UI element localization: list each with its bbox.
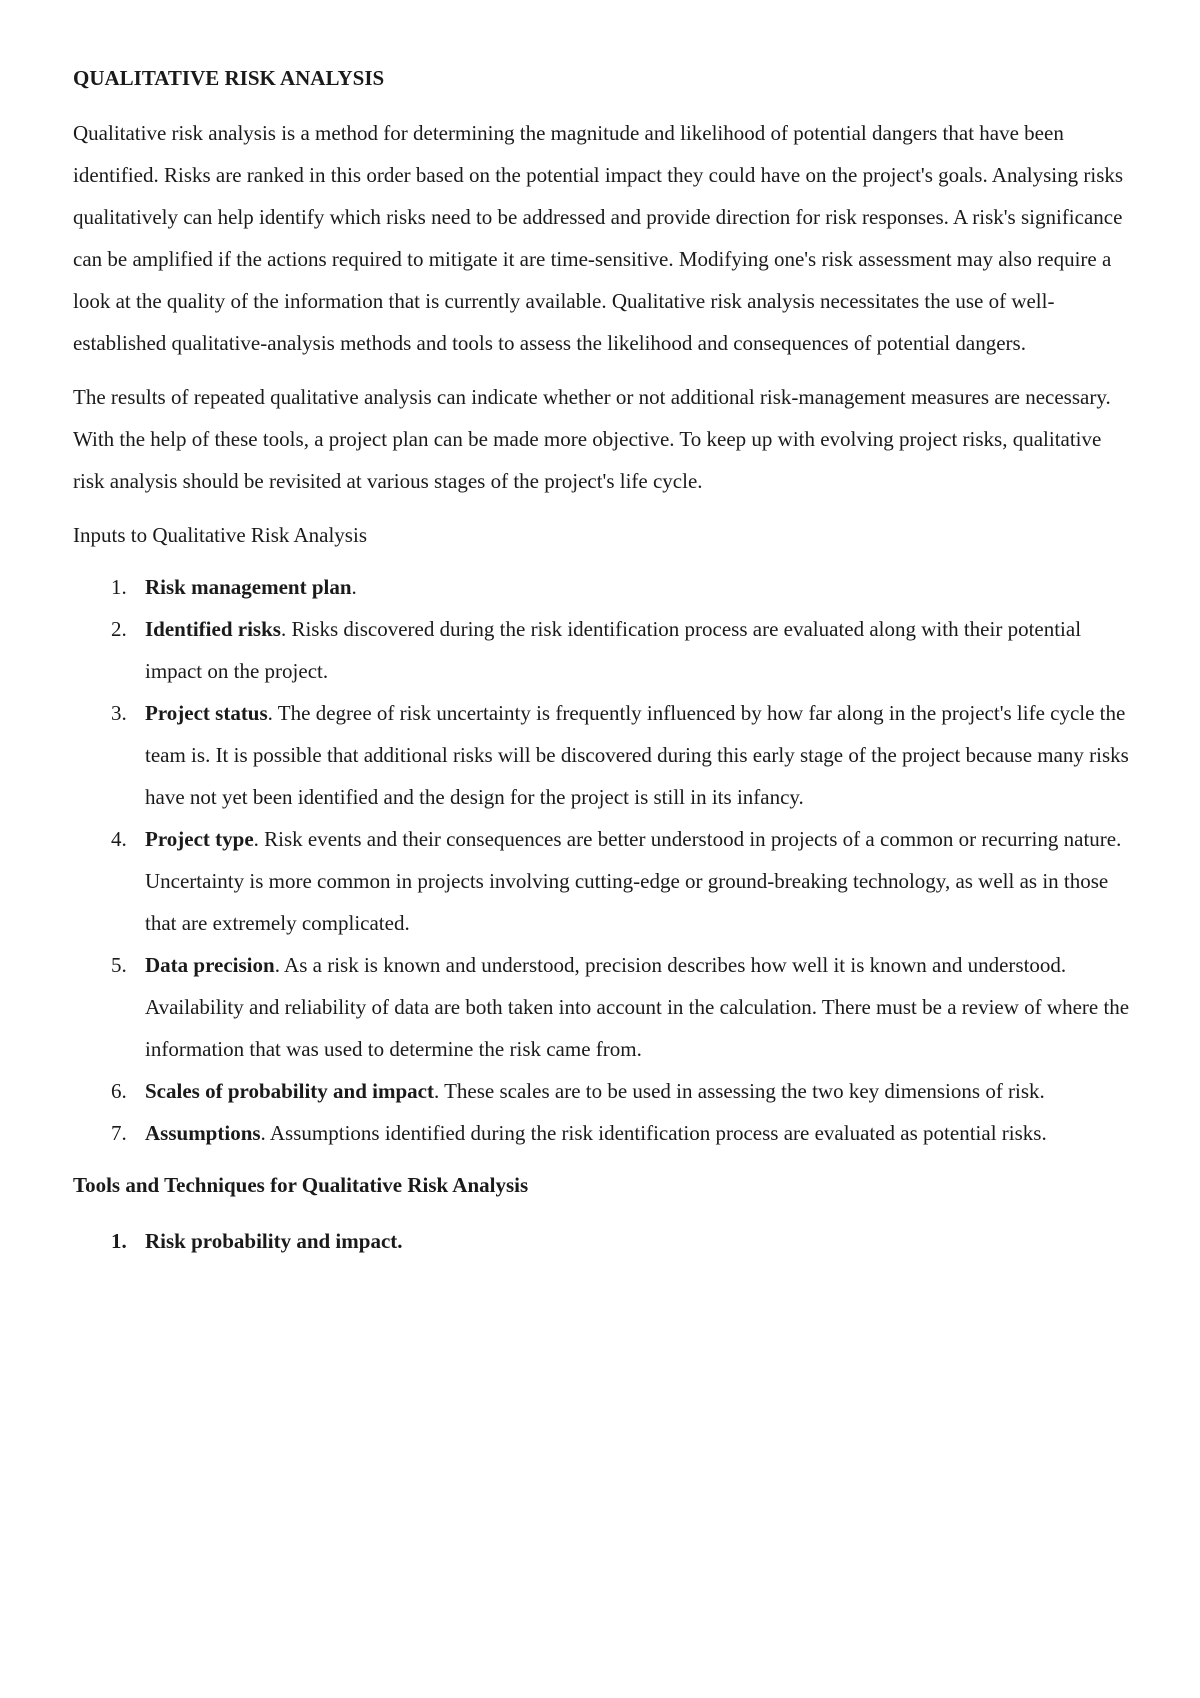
list-item-lead: Scales of probability and impact bbox=[145, 1079, 434, 1103]
list-item-text: . The degree of risk uncertainty is frequently influenced by how far along in the project's life cycle the team is. It is possible that additional risks will be discovered during this early stage of the project because many risks have not yet been identified and the design for the project is still in its infancy. bbox=[145, 701, 1129, 809]
intro-paragraph: Qualitative risk analysis is a method for determining the magnitude and likelihood of potential dangers that have been identified. Risks are ranked in this order based on the potential impact they could have on the project's goals. Analysing risks qualitatively can help identify which risks need to be addressed and provide direction for risk responses. A risk's significance can be amplified if the actions required to mitigate it are time-sensitive. Modifying one's risk assessment may also require a look at the quality of the information that is currently available. Qualitative risk analysis necessitates the use of well-established qualitative-analysis methods and tools to assess the likelihood and consequences of potential dangers. bbox=[73, 121, 1124, 355]
list-item-text: . Risk events and their consequences are better understood in projects of a common or recurring nature. Uncertainty is more common in projects involving cutting-edge or ground-breaking technology, as well as in those that are extremely complicated. bbox=[145, 827, 1122, 935]
list-number: 4. bbox=[111, 827, 127, 851]
list-item-text: . Assumptions identified during the risk identification process are evaluated as potential risks. bbox=[260, 1121, 1047, 1145]
list-number: 5. bbox=[111, 953, 127, 977]
inputs-list bbox=[73, 566, 1138, 1154]
list-item-text: . bbox=[351, 575, 357, 599]
list-number: 3. bbox=[111, 701, 127, 725]
tools-heading: Tools and Techniques for Qualitative Risk Analysis bbox=[73, 1173, 529, 1197]
list-item bbox=[73, 1070, 1138, 1112]
list-item bbox=[73, 608, 1138, 692]
list-item bbox=[73, 1112, 1138, 1154]
results-paragraph: The results of repeated qualitative analysis can indicate whether or not additional risk-management measures are necessary. With the help of these tools, a project plan can be made more objective. To keep up with evolving project risks, qualitative risk analysis should be revisited at various stages of the project's life cycle. bbox=[73, 385, 1111, 493]
list-item-text: . Risks discovered during the risk identification process are evaluated along with their potential impact on the project. bbox=[145, 617, 1082, 683]
list-item bbox=[73, 566, 1138, 608]
list-item bbox=[73, 692, 1138, 818]
list-item-lead: Identified risks bbox=[145, 617, 281, 641]
list-item-text: Risk probability and impact. bbox=[145, 1229, 403, 1253]
list-number: 2. bbox=[111, 617, 127, 641]
list-number: 6. bbox=[111, 1079, 127, 1103]
list-item-lead: Data precision bbox=[145, 953, 275, 977]
inputs-heading: Inputs to Qualitative Risk Analysis bbox=[73, 523, 367, 547]
list-item bbox=[73, 944, 1138, 1070]
list-item-lead: Assumptions bbox=[145, 1121, 261, 1145]
list-number: 1. bbox=[111, 1229, 127, 1253]
list-item-lead: Project type bbox=[145, 827, 254, 851]
document-title: QUALITATIVE RISK ANALYSIS bbox=[73, 66, 385, 90]
list-number: 1. bbox=[111, 575, 127, 599]
list-number: 7. bbox=[111, 1121, 127, 1145]
list-item bbox=[73, 818, 1138, 944]
list-item-text: . These scales are to be used in assessing the two key dimensions of risk. bbox=[433, 1079, 1045, 1103]
list-item-lead: Project status bbox=[145, 701, 268, 725]
tools-list bbox=[73, 1220, 1138, 1262]
list-item-lead: Risk management plan bbox=[145, 575, 352, 599]
document-page bbox=[73, 64, 1138, 1262]
list-item bbox=[73, 1220, 1138, 1262]
list-item-text: . As a risk is known and understood, precision describes how well it is known and understood. Availability and reliability of data are both taken into account in the calculation. There must be a review of where the information that was used to determine the risk came from. bbox=[145, 953, 1130, 1061]
